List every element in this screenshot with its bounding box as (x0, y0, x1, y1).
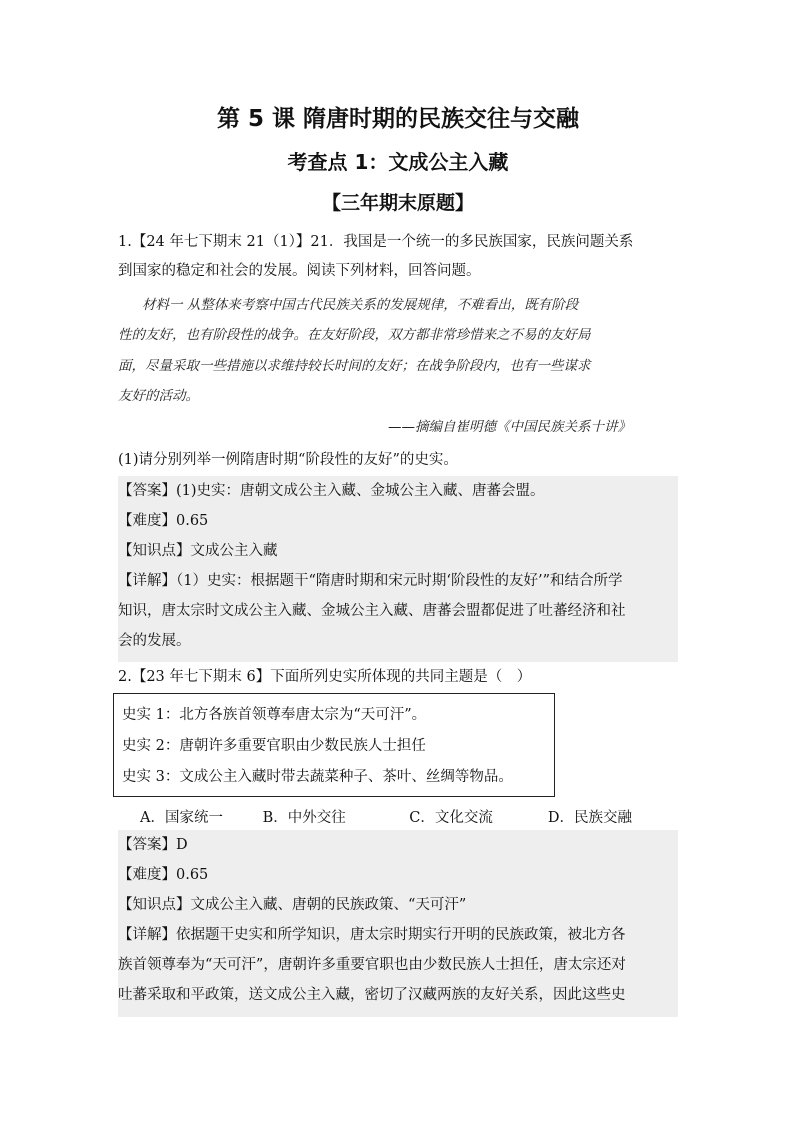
q1-knowledge-point: 【知识点】文成公主入藏 (118, 543, 278, 559)
q2-answer-block (118, 830, 678, 1017)
q2-fact-3: 史实 3：文成公主入藏时带去蔬菜种子、茶叶、丝绸等物品。 (122, 769, 513, 785)
material-line-4: 友好的活动。 (118, 388, 199, 404)
q1-answer-block (118, 476, 678, 662)
q1-stem-line-1: 1.【24 年七下期末 21（1）】21．我国是一个统一的多民族国家，民族问题关系 (118, 234, 634, 250)
q1-detail-line-2: 知识，唐太宗时文成公主入藏、金城公主入藏、唐蕃会盟都促进了吐蕃经济和社 (118, 603, 626, 619)
topic-subtitle: 考查点 1：文成公主入藏 (287, 150, 509, 174)
material-line-2: 性的友好，也有阶段性的战争。在友好阶段，双方都非常珍惜来之不易的友好局 (118, 327, 591, 343)
q1-detail-line-3: 会的发展。 (118, 633, 191, 649)
q2-detail-line-3: 吐蕃采取和平政策，送文成公主入藏，密切了汉藏两族的友好关系，因此这些史 (118, 987, 626, 1003)
q2-option-b: B．中外交往 (262, 810, 346, 826)
q1-answer: 【答案】(1)史实：唐朝文成公主入藏、金城公主入藏、唐蕃会盟。 (118, 483, 545, 499)
q1-detail-line-1: 【详解】（1）史实：根据题干“隋唐时期和宋元时期‘阶段性的友好’”和结合所学 (118, 573, 623, 589)
lesson-title: 第 5 课 隋唐时期的民族交往与交融 (216, 106, 580, 132)
material-line-1: 材料一 从整体来考察中国古代民族关系的发展规律，不难看出，既有阶段 (142, 297, 579, 313)
q2-options (140, 806, 632, 827)
material-source: ——摘编自崔明德《中国民族关系十讲》 (388, 419, 631, 435)
q2-answer: 【答案】D (118, 837, 188, 853)
q2-fact-1: 史实 1：北方各族首领尊奉唐太宗为“天可汗”。 (122, 707, 427, 723)
q1-stem-line-2: 到国家的稳定和社会的发展。阅读下列材料，回答问题。 (118, 263, 481, 279)
section-heading: 【三年期末原题】 (321, 192, 474, 214)
q2-detail-line-2: 族首领尊奉为“天可汗”，唐朝许多重要官职也由少数民族人士担任，唐太宗还对 (118, 957, 626, 973)
q1-question: (1)请分别列举一例隋唐时期“阶段性的友好”的史实。 (118, 452, 458, 468)
material-line-3: 面，尽量采取一些措施以求维持较长时间的友好；在战争阶段内，也有一些谋求 (118, 358, 591, 374)
q2-option-d: D．民族交融 (547, 810, 632, 826)
q2-option-c: C．文化交流 (409, 810, 493, 826)
q2-detail-line-1: 【详解】依据题干史实和所学知识，唐太宗时期实行开明的民族政策，被北方各 (118, 927, 626, 943)
q2-difficulty: 【难度】0.65 (118, 867, 209, 883)
q2-option-a: A．国家统一 (140, 810, 223, 826)
q2-fact-2: 史实 2：唐朝许多重要官职由少数民族人士担任 (122, 738, 426, 754)
q1-difficulty: 【难度】0.65 (118, 513, 209, 529)
q2-stem: 2.【23 年七下期末 6】下面所列史实所体现的共同主题是（ ） (118, 669, 532, 685)
q2-facts-box (113, 693, 555, 797)
q2-knowledge-point: 【知识点】文成公主入藏、唐朝的民族政策、“天可汗” (118, 897, 467, 913)
